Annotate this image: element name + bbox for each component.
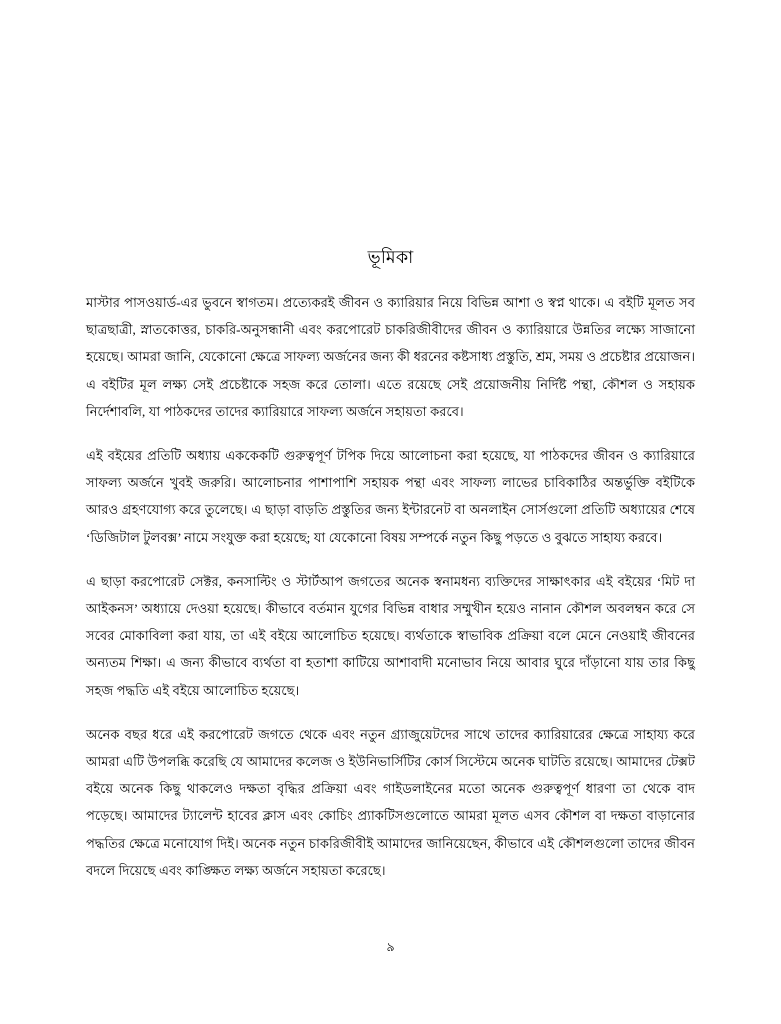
body-paragraph-4: অনেক বছর ধরে এই করপোরেট জগতে থেকে এবং নতুন গ্র্যাজুয়েটদের সাথে তাদের ক্যারিয়ারের ক্ষেত্রে সাহায্য করে আমরা এটি উপলব্ধি করেছি যে আমাদের কলেজ ও ইউনিভার্সিটির কোর্স সিস্টেমে অনেক ঘাটতি রয়েছে। আমাদের টেক্সট বইয়ে অনেক কিছু থাকলেও দক্ষতা বৃদ্ধির প্রক্রিয়া এবং গাইডলাইনের মতো অনেক গুরুত্বপূর্ণ ধারণা তা থেকে বাদ পড়েছে। আমাদের ট্যালেন্ট হাবের ক্লাস এবং কোচিং প্র্যাকটিসগুলোতে আমরা মূলত এসব কৌশল বা দক্ষতা বাড়ানোর পদ্ধতির ক্ষেত্রে মনোযোগ দিই। অনেক নতুন চাকরিজীবীই আমাদের জানিয়েছেন, কীভাবে এই কৌশলগুলো তাদের জীবন বদলে দিয়েছে এবং কাঙ্ক্ষিত লক্ষ্য অর্জনে সহায়তা করেছে। bbox=[86, 726, 695, 878]
page-content-frame bbox=[86, 0, 695, 1024]
page-title: ভূমিকা bbox=[367, 246, 414, 267]
page-number: ৯ bbox=[386, 940, 395, 954]
body-text-block bbox=[86, 289, 695, 884]
body-paragraph-1: মাস্টার পাসওয়ার্ড-এর ভুবনে স্বাগতম। প্রত্যেকরই জীবন ও ক্যারিয়ার নিয়ে বিভিন্ন আশা ও স্বপ্ন থাকে। এ বইটি মূলত সব ছাত্রছাত্রী, স্নাতকোত্তর, চাকরি-অনুসন্ধানী এবং করপোরেট চাকরিজীবীদের জীবন ও ক্যারিয়ারে উন্নতির লক্ষ্যে সাজানো হয়েছে। আমরা জানি, যেকোনো ক্ষেত্রে সাফল্য অর্জনের জন্য কী ধরনের কষ্টসাধ্য প্রস্তুতি, শ্রম, সময় ও প্রচেষ্টার প্রয়োজন। এ বইটির মূল লক্ষ্য সেই প্রচেষ্টাকে সহজ করে তোলা। এতে রয়েছে সেই প্রয়োজনীয় নির্দিষ্ট পন্থা, কৌশল ও সহায়ক নির্দেশাবলি, যা পাঠকদের তাদের ক্যারিয়ারে সাফল্য অর্জনে সহায়তা করবে। bbox=[86, 295, 695, 419]
body-paragraph-3: এ ছাড়া করপোরেট সেক্টর, কনসাল্টিং ও স্টার্টআপ জগতের অনেক স্বনামধন্য ব্যক্তিদের সাক্ষাৎকার এই বইয়ের ‘মিট দা আইকনস’ অধ্যায়ে দেওয়া হয়েছে। কীভাবে বর্তমান যুগের বিভিন্ন বাধার সম্মুখীন হয়েও নানান কৌশল অবলম্বন করে সে সবের মোকাবিলা করা যায়, তা এই বইয়ে আলোচিত হয়েছে। ব্যর্থতাকে স্বাভাবিক প্রক্রিয়া বলে মেনে নেওয়াই জীবনের অন্যতম শিক্ষা। এ জন্য কীভাবে ব্যর্থতা বা হতাশা কাটিয়ে আশাবাদী মনোভাব নিয়ে আবার ঘুরে দাঁড়ানো যায় তার কিছু সহজ পদ্ধতি এই বইয়ে আলোচিত হয়েছে। bbox=[86, 573, 695, 698]
body-paragraph-2: এই বইয়ের প্রতিটি অধ্যায় এককেকটি গুরুত্বপূর্ণ টপিক দিয়ে আলোচনা করা হয়েছে, যা পাঠকদের জীবন ও ক্যারিয়ারে সাফল্য অর্জনে খুবই জরুরি। আলোচনার পাশাপাশি সহায়ক পন্থা এবং সাফল্য লাভের চাবিকাঠির অন্তর্ভুক্তি বইটিকে আরও গ্রহণযোগ্য করে তুলেছে। এ ছাড়া বাড়তি প্রস্তুতির জন্য ইন্টারনেট বা অনলাইন সোর্সগুলো প্রতিটি অধ্যায়ের শেষে ‘ডিজিটাল টুলবক্স’ নামে সংযুক্ত করা হয়েছে; যা যেকোনো বিষয় সম্পর্কে নতুন কিছু পড়তে ও বুঝতে সাহায্য করবে। bbox=[86, 448, 695, 545]
